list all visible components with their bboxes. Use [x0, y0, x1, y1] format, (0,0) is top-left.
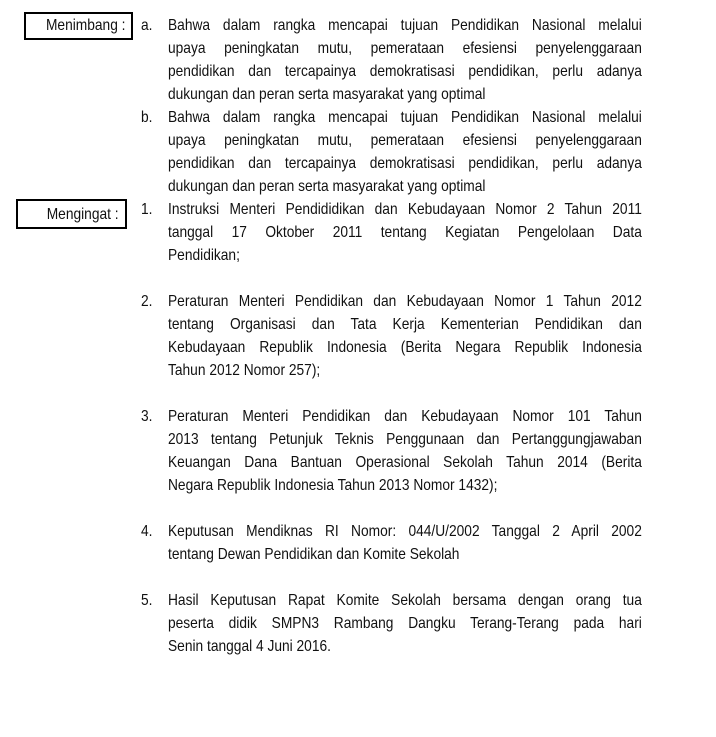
list-marker-text: b. [141, 109, 153, 126]
text-line: Peraturan Menteri Pendidikan dan Kebudayaan Nomor 1 Tahun 2012 [168, 293, 642, 310]
menimbang-item [141, 14, 642, 106]
text-line: Keputusan Mendiknas RI Nomor: 044/U/2002 Tanggal 2 April 2002 [168, 523, 642, 540]
text-line: Hasil Keputusan Rapat Komite Sekolah bersama dengan orang tua [168, 592, 642, 609]
list-marker [141, 405, 171, 428]
text-line: peserta didik SMPN3 Rambang Dangku Terang-Terang pada hari [168, 615, 642, 632]
list-marker-text: 3. [141, 408, 153, 425]
paragraph [168, 290, 642, 382]
paragraph [168, 589, 642, 658]
menimbang-label: Menimbang : [45, 17, 125, 34]
mengingat-label-box [16, 199, 127, 229]
text-line: dukungan dan peran serta masyarakat yang optimal [168, 178, 486, 195]
text-line: Pendidikan; [168, 247, 240, 264]
menimbang-item [141, 106, 642, 198]
list-marker [141, 589, 171, 612]
text-line: Senin tanggal 4 Juni 2016. [168, 638, 331, 655]
document-body [141, 14, 642, 658]
mengingat-item [141, 198, 642, 267]
list-marker-text: 2. [141, 293, 153, 310]
list-marker-text: 1. [141, 201, 153, 218]
mengingat-item [141, 405, 642, 497]
text-line: 2013 tentang Petunjuk Teknis Penggunaan dan Pertanggungjawaban [168, 431, 642, 448]
text-line: Bahwa dalam rangka mencapai tujuan Pendidikan Nasional melalui [168, 17, 642, 34]
mengingat-item [141, 290, 642, 382]
paragraph [168, 106, 642, 198]
paragraph [168, 198, 642, 267]
text-line: upaya peningkatan mutu, pemerataan efesiensi penyelenggaraan [168, 132, 642, 149]
text-line: pendidikan dan tercapainya demokratisasi pendidikan, perlu adanya [168, 63, 642, 80]
text-line: Peraturan Menteri Pendidikan dan Kebudayaan Nomor 101 Tahun [168, 408, 642, 425]
list-marker-text: 5. [141, 592, 153, 609]
list-marker [141, 14, 171, 37]
text-line: tentang Organisasi dan Tata Kerja Kementerian Pendidikan dan [168, 316, 642, 333]
text-line: Instruksi Menteri Pendididikan dan Kebudayaan Nomor 2 Tahun 2011 [168, 201, 642, 218]
list-marker [141, 198, 171, 221]
list-marker [141, 290, 171, 313]
text-line: Tahun 2012 Nomor 257); [168, 362, 321, 379]
text-line: tanggal 17 Oktober 2011 tentang Kegiatan Pengelolaan Data [168, 224, 642, 241]
text-line: pendidikan dan tercapainya demokratisasi pendidikan, perlu adanya [168, 155, 642, 172]
text-line: dukungan dan peran serta masyarakat yang optimal [168, 86, 486, 103]
paragraph [168, 14, 642, 106]
mengingat-item [141, 520, 642, 566]
text-line: tentang Dewan Pendidikan dan Komite Sekolah [168, 546, 460, 563]
list-marker-text: 4. [141, 523, 153, 540]
list-marker [141, 106, 171, 129]
text-line: Negara Republik Indonesia Tahun 2013 Nomor 1432); [168, 477, 498, 494]
list-marker [141, 520, 171, 543]
text-line: Kebudayaan Republik Indonesia (Berita Negara Republik Indonesia [168, 339, 642, 356]
paragraph [168, 520, 642, 566]
mengingat-item [141, 589, 642, 658]
text-line: upaya peningkatan mutu, pemerataan efesiensi penyelenggaraan [168, 40, 642, 57]
list-marker-text: a. [141, 17, 153, 34]
text-line: Keuangan Dana Bantuan Operasional Sekolah Tahun 2014 (Berita [168, 454, 642, 471]
paragraph [168, 405, 642, 497]
text-line: Bahwa dalam rangka mencapai tujuan Pendidikan Nasional melalui [168, 109, 642, 126]
mengingat-label: Mengingat : [47, 206, 119, 223]
menimbang-label-box [24, 12, 133, 40]
